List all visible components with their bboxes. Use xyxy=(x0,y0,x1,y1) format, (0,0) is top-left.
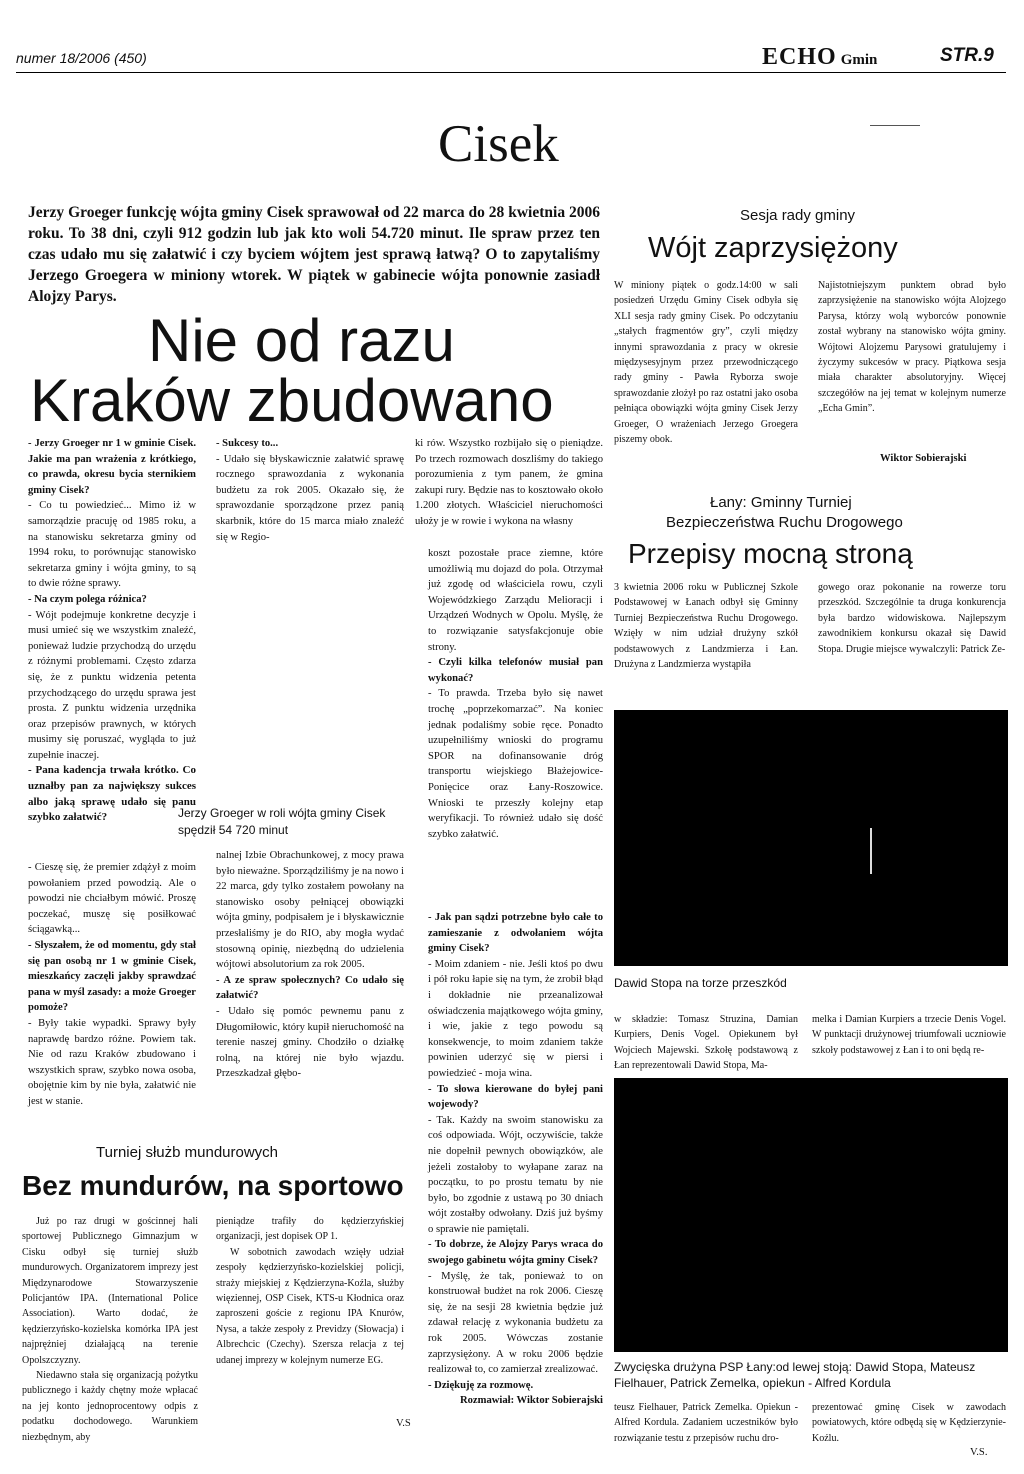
logo-main: ECHO xyxy=(762,44,837,70)
paragraph: - Słyszałem, że od momentu, gdy stał się pan osobą nr 1 w gminie Cisek, mieszkańcy zaczęli jakby sprawdzać pana w myśl zasady: a może Groeger pomoże? xyxy=(28,939,196,1014)
sesja-kicker: Sesja rady gminy xyxy=(740,207,856,224)
paragraph: - Udało się błyskawicznie załatwić sprawę rocznego sprawozdania z wykonania budżetu za rok 2005. Okazało się, że sprawozdanie sporządzone przez panią skarbnik, które do 15 marca miało znaleźć się w Regio- xyxy=(216,453,404,543)
issue-number: numer 18/2006 (450) xyxy=(16,50,147,66)
interview-col3-b xyxy=(428,546,603,842)
paragraph: nalnej Izbie Obrachunkowej, z mocy prawa było nieważne. Sporządziliśmy je na nowo i 22 marca, gdy tylko zostałem powołany na stanowisko osoby pełniącej obowiązki wójta gminy, podpisałem je i błyskawicznie przesłaliśmy je do RIO, aby mogła wydać stosowną opinię, niezbędną do udzielenia wójtowi absolutorium za rok 2005. xyxy=(216,850,404,971)
paragraph: Już po raz drugi w gościnnej hali sportowej Publicznego Gimnazjum w Cisku odbył się turniej służb mundurowych. Organizatorem imprezy jest Międzynarodowe Stowarzyszenie Policjantów IPA. (International Police Association). Warto dodać, że kędzierzyńsko-kozielska komórka IPA jest najprężniej działającą na terenie Opolszczyzny. xyxy=(22,1216,198,1366)
paragraph: - Dziękuję za rozmowę. xyxy=(428,1379,534,1391)
sesja-col2: Najistotniejszym punktem obrad było zaprzysiężenie na stanowisko wójta Alojzego Parysa, którzy wolą wyborców ponownie został wybrany na stanowisko wójta gminy. Wójtowi Alojzemu Parysowi gratulujemy i życzymy sukcesów w pracy. Piątkowa sesja miała charakter absolutoryjny. Więcej szczegółów na jej temat w kolejnym numerze „Echa Gmin”. xyxy=(818,280,1006,415)
paragraph: - Jak pan sądzi potrzebne było całe to zamieszanie z odwołaniem wójta gminy Cisek? xyxy=(428,912,603,955)
paragraph: - Tak. Każdy na swoim stanowisku za coś odpowiada. Wójt, oczywiście, także nie dopełnił pewnych obowiązków, ale jeżeli zostałoby to wyłapane zaraz na początku, to po prostu tematu by nie było, bo zgodnie z ustawą po 30 dniach wójt zostałby odwołany. Dziś już byśmy o sprawie nie pamiętali. xyxy=(428,1114,603,1235)
turniej-col2 xyxy=(216,1214,404,1368)
paragraph: - Moim zdaniem - nie. Jeśli ktoś po dwu i pół roku łapie się na tym, że zrobił błąd i dokładnie nie przeanalizował oświadczenia majątkowego wójta gminy, i wie, jakie z tego powodu są konsekwencje, to moim zdaniem także powinien uderzyć się w piersi i powiedzieć - moja wina. xyxy=(428,958,603,1079)
turniej-signature: V.S xyxy=(396,1418,411,1429)
sesja-col1: W miniony piątek o godz.14:00 w sali posiedzeń Urzędu Gminy Cisek odbyła się XLI sesja rady gminy Cisek. Po odczytaniu „stałych fragmentów gry”, czyli między innymi sprawozdania z pracy w okresie międzysesyjnym przez przewodniczącego rady gminy - Pawła Ryborza swoje sprawozdanie złożył po raz ostatni jako osoba pełniąca obowiązki wójta gminy Cisek Jerzy Groeger, O wrażeniach Jerzego Groegera piszemy obok. xyxy=(614,280,798,446)
turniej-headline: Bez mundurów, na sportowo xyxy=(22,1170,404,1201)
lany-signature: V.S. xyxy=(970,1447,988,1458)
paragraph: - Były takie wypadki. Sprawy były naprawdę bardzo różne. Powiem tak. Nie od razu Kraków zbudowano i wszystkich spraw, szybko nowa osoba, obojętnie kim by nie była, załatwić nie jest w stanie. xyxy=(28,1017,196,1107)
interview-col2-a xyxy=(216,436,404,545)
byline: Rozmawiał: Wiktor Sobierajski xyxy=(459,1395,603,1407)
paragraph: - To dobrze, że Alojzy Parys wraca do swojego gabinetu wójta gminy Cisek? xyxy=(428,1239,603,1267)
interview-col3-c xyxy=(428,910,603,1409)
paragraph: W sobotnich zawodach wzięły udział zespoły kędzierzyńsko-kozielskiej policji, straży miejskiej z Kędzierzyna-Koźla, służby więziennej, OSP Cisek, KTS-u Kłodnica oraz zaproszeni goście z regionu IPA Knurów, Nysa, a także zespoły z Previdzy (Słowacja) i Albrechcic (Czechy). Szersza relacja z tej udanej imprezy w kolejnym numerze EG. xyxy=(216,1246,404,1366)
photo-detail xyxy=(870,828,872,874)
photo-caption-groeger: Jerzy Groeger w roli wójta gminy Cisek spędził 54 720 minut xyxy=(178,806,386,837)
paragraph: - Udało się pomóc pewnemu panu z Długomiłowic, który kupił nieruchomość na terenie naszej gminy. Chodziło o działkę rolną, na której nie było wjazdu. Przeszkadzał głębo- xyxy=(216,1005,405,1080)
section-title: Cisek xyxy=(438,115,559,173)
photo2-caption: Zwycięska drużyna PSP Łany:od lewej stoją: Dawid Stopa, Mateusz Fielhauer, Patrick Zemelka, opiekun - Alfred Kordula xyxy=(614,1360,976,1390)
main-headline-line1: Nie od razu xyxy=(148,307,455,374)
paragraph: - Pana kadencja trwała krótko. Co uznałby pan za największy sukces albo jaką sprawę udało się panu szybko załatwić? xyxy=(28,764,196,824)
lany-col1-c: teusz Fielhauer, Patrick Zemelka. Opiekun - Alfred Kordula. Zadaniem uczestników było rozwiązanie testu z przepisów ruchu dro- xyxy=(614,1402,798,1444)
lany-kicker-2: Bezpieczeństwa Ruchu Drogowego xyxy=(666,514,903,531)
header-rule xyxy=(16,72,1006,73)
page-number: STR.9 xyxy=(940,45,994,66)
sesja-byline: Wiktor Sobierajski xyxy=(880,453,967,464)
interview-col2-b xyxy=(216,848,404,1082)
paragraph: - A ze spraw społecznych? Co udało się załatwić? xyxy=(216,974,404,1002)
paragraph: - To prawda. Trzeba było się nawet trochę „poprzekomarzać”. Na koniec jednak podaliśmy sobie ręce. Ponadto uzupełniliśmy wnioski do programu SPOR na dofinansowanie dróg transportu wiejskiego Błażejowice-Ponięcice oraz Łany-Roszowice. Wnioski te przeszły kolejny etap weryfikacji. To również udało się dość szybko załatwić. xyxy=(428,688,603,840)
paragraph: - Co tu powiedzieć... Mimo iż w samorządzie pracuję od 1985 roku, a na stanowisku sekretarza gminy od 1994 roku, to porównując stanowisko sekretarza gminy i wójta gminy, to są to dwie różne sprawy. xyxy=(28,500,196,590)
paragraph: - Jerzy Groeger nr 1 w gminie Cisek. Jakie ma pan wrażenia z krótkiego, co prawda, okresu bycia sternikiem gminy Cisek? xyxy=(28,438,196,496)
paragraph: - Czyli kilka telefonów musiał pan wykonać? xyxy=(428,657,603,684)
lany-col1: 3 kwietnia 2006 roku w Publicznej Szkole Podstawowej w Łanach odbył się Gminny Turniej Bezpieczeństwa Ruchu Drogowego. Wzięły w nim udział drużyny szkół podstawowych z Landzmierza i Łan. Drużyna z Landzmierza wystąpiła xyxy=(614,582,798,671)
logo-sub: Gmin xyxy=(840,52,878,68)
paragraph: ki rów. Wszystko rozbijało się o pieniądze. Po trzech rozmowach doszliśmy do takiego porozumienia z tym panem, że gmina zakupi rury. Będzie nas to kosztowało około 1.200 złotych. Właściciel nieruchomości ułoży je w rowie i wykona na własny xyxy=(415,438,603,527)
lany-col2-c: prezentować gminę Cisek w zawodach powiatowych, które odbędą się w Kędzierzynie-Koźlu. xyxy=(812,1402,1006,1444)
lany-col2-b: melka i Damian Kurpiers a trzecie Denis Vogel. W punktacji drużynowej triumfowali uczniowie szkoły podstawowej z Łan i to oni będą re- xyxy=(812,1014,1006,1056)
sesja-headline: Wójt zaprzysiężony xyxy=(648,232,898,264)
lany-kicker-1: Łany: Gminny Turniej xyxy=(710,494,852,511)
interview-col1-a xyxy=(28,436,196,826)
photo-winning-team xyxy=(614,1078,1008,1352)
paragraph: - Wójt podejmuje konkretne decyzje i musi umieć się we wszystkim znaleźć, ponieważ ludzie przychodzą do urzędu z różnymi problemami. Często zdarza się, że z punktu widzenia petenta przychodzącego do urzędu sprawa jest prosta. Z punktu widzenia urzędnika oraz przepisów prawnych, w których musimy się poruszać, wygląda to już zupełnie inaczej. xyxy=(28,609,196,761)
photo-dawid-stopa xyxy=(614,710,1008,966)
paragraph: - To słowa kierowane do byłej pani wojewody? xyxy=(428,1083,603,1111)
publication-logo xyxy=(762,44,877,71)
turniej-col1 xyxy=(22,1214,198,1445)
paragraph: - Sukcesy to... xyxy=(216,438,279,449)
main-headline-line2: Kraków zbudowano xyxy=(30,367,554,434)
paragraph: - Myślę, że tak, ponieważ to on konstruował budżet na rok 2006. Cieszę się, że na sesji 28 kwietnia będzie już zdawał relację z wykonania budżetu za rok 2005. Wówczas zostanie zaprzysiężony. A w roku 2006 będzie realizował to, co zamierzał zrealizować. xyxy=(428,1270,603,1376)
paragraph: koszt pozostałe prace ziemne, które umożliwią mu dojazd do pola. Otrzymał już zgodę od właściciela rowu, czyli Wojewódzkiego Zarządu Melioracji i Urządzeń Wodnych w Opolu. Myślę, że to rozwiązanie satysfakcjonuje obie strony. xyxy=(428,548,603,653)
turniej-kicker: Turniej służb mundurowych xyxy=(96,1144,279,1161)
interview-col3-a xyxy=(415,436,603,530)
paragraph: - Cieszę się, że premier zdążył z moim powołaniem przed powodzią. Ale o powodzi nie chciałbym mówić. Proszę poczekać, muszę się posiłkować ściągawką... xyxy=(28,862,196,936)
main-lead: Jerzy Groeger funkcję wójta gminy Cisek sprawował od 22 marca do 28 kwietnia 2006 roku. To 38 dni, czyli 912 godzin lub jak kto woli 54.720 minut. Ile spraw przez ten czas udało mu się załatwić i czy byciem wójtem jest sprawą łatwą? O to zapytaliśmy Jerzego Groegera w miniony wtorek. W piątek w gabinecie wójta ponownie zasiadł Alojzy Parys. xyxy=(28,204,600,305)
lany-headline: Przepisy mocną stroną xyxy=(628,538,913,569)
interview-col1-b xyxy=(28,860,196,1110)
lany-col2: gowego oraz pokonanie na rowerze toru przeszkód. Szczególnie ta druga konkurencja była bardzo widowiskowa. Najlepszym zawodnikiem konkursu okazał się Dawid Stopa. Drugie miejsce wywalczyli: Patrick Ze- xyxy=(818,582,1006,655)
lany-col1-b: w składzie: Tomasz Struzina, Damian Kurpiers, Denis Vogel. Opiekunem był Wojciech Majewski. Szkołę podstawową z Łan reprezentowali Dawid Stopa, Ma- xyxy=(614,1014,798,1072)
section-rule xyxy=(870,125,920,126)
paragraph: - Na czym polega różnica? xyxy=(28,593,147,605)
photo1-caption: Dawid Stopa na torze przeszkód xyxy=(614,976,787,990)
paragraph: pieniądze trafiły do kędzierzyńskiej organizacji, jest dopisek OP 1. xyxy=(216,1216,404,1243)
paragraph: Niedawno stała się organizacją pożytku publicznego i każdy chętny może wpłacać na jej konto jednoprocentowy odpis z podatku dochodowego. Warunkiem niezbędnym, aby xyxy=(22,1370,198,1443)
